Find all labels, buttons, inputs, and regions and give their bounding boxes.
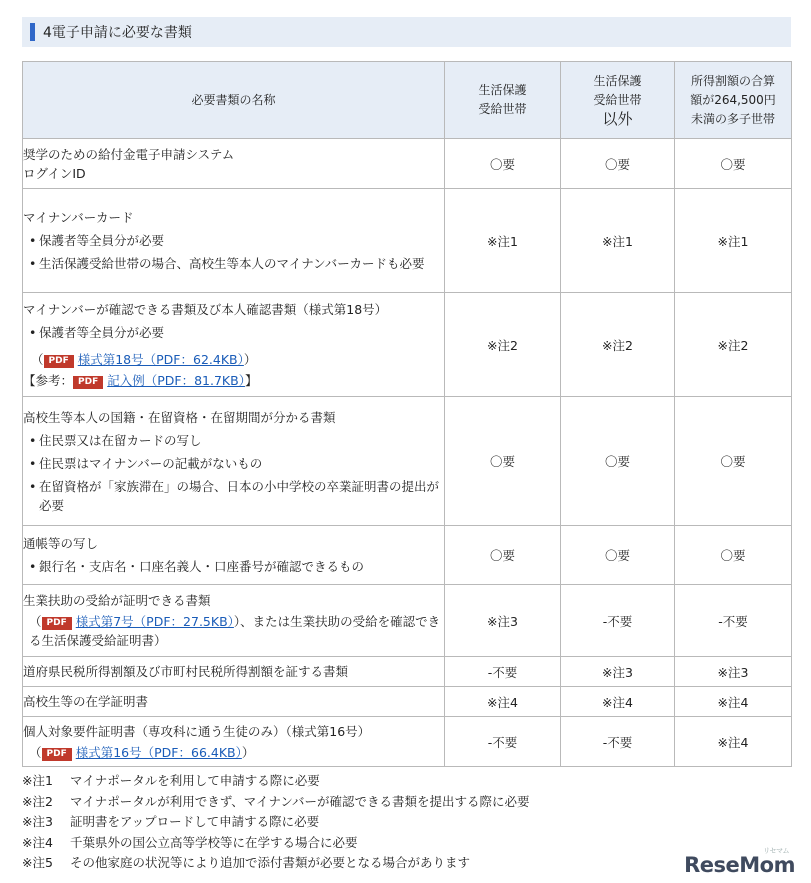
pdf-download-line: （ PDF 様式第16号（PDF：66.4KB）） xyxy=(29,744,255,760)
document-name-cell: 通帳等の写し • 銀行名・支店名・口座名義人・口座番号が確認できるもの xyxy=(23,526,445,585)
pdf-icon: PDF xyxy=(73,376,103,389)
pdf-icon: PDF xyxy=(44,355,74,368)
document-name-cell: 個人対象要件証明書（専攻科に通う生徒のみ）（様式第16号） （ PDF 様式第16号（PDF：66.4KB）） xyxy=(23,717,445,767)
pdf-download-line: （ PDF 様式第7号（PDF：27.5KB））、または生業扶助の受給を確認できる生活保護受給証明書） xyxy=(29,614,441,648)
requirement-cell: 〇要 xyxy=(561,139,675,189)
requirement-cell: ※注2 xyxy=(445,293,561,397)
document-name-cell: 奨学のための給付金電子申請システム ログインID xyxy=(23,139,445,189)
list-item: • 保護者等全員分が必要 xyxy=(23,231,444,250)
header-welfare-households: 生活保護 受給世帯 xyxy=(445,62,561,139)
header-document-name: 必要書類の名称 xyxy=(23,62,445,139)
header-non-welfare-households: 生活保護 受給世帯 以外 xyxy=(561,62,675,139)
requirement-cell: 〇要 xyxy=(675,397,792,526)
footnotes xyxy=(22,771,530,874)
requirement-cell: ※注3 xyxy=(561,657,675,687)
footnote: ※注3 証明書をアップロードして申請する際に必要 xyxy=(22,814,320,829)
list-item: • 銀行名・支店名・口座名義人・口座番号が確認できるもの xyxy=(23,557,444,576)
requirement-cell: ※注1 xyxy=(561,189,675,293)
requirement-cell: 〇要 xyxy=(561,397,675,526)
table-row xyxy=(23,293,792,397)
list-item: • 在留資格が「家族滞在」の場合、日本の小中学校の卒業証明書の提出が必要 xyxy=(23,477,444,515)
requirement-cell: ※注1 xyxy=(445,189,561,293)
form7-pdf-link[interactable]: 様式第7号（PDF：27.5KB） xyxy=(75,614,234,629)
table-row xyxy=(23,717,792,767)
requirement-cell: 〇要 xyxy=(675,526,792,585)
bullet-list xyxy=(23,431,444,515)
requirement-cell: -不要 xyxy=(561,585,675,657)
document-name-cell: マイナンバーカード • 保護者等全員分が必要 • 生活保護受給世帯の場合、高校生等本人のマイナンバーカードも必要 xyxy=(23,189,445,293)
form18-pdf-link[interactable]: 様式第18号（PDF：62.4KB） xyxy=(77,351,244,367)
footnote: ※注1 マイナポータルを利用して申請する際に必要 xyxy=(22,773,320,788)
document-name-cell: 道府県民税所得割額及び市町村民税所得割額を証する書類 xyxy=(23,657,445,687)
table-row xyxy=(23,526,792,585)
list-item: • 住民票はマイナンバーの記載がないもの xyxy=(23,454,444,473)
requirement-cell: -不要 xyxy=(675,585,792,657)
header-multi-child-households: 所得割額の合算 額が264,500円 未満の多子世帯 xyxy=(675,62,792,139)
table-row xyxy=(23,585,792,657)
requirement-cell: ※注4 xyxy=(561,687,675,717)
requirement-cell: ※注3 xyxy=(445,585,561,657)
table-header-row xyxy=(23,62,792,139)
requirement-cell: ※注1 xyxy=(675,189,792,293)
pdf-icon: PDF xyxy=(42,748,72,761)
table-row xyxy=(23,189,792,293)
footnote: ※注5 その他家庭の状況等により追加で添付書類が必要となる場合があります xyxy=(22,855,471,870)
heading-accent-bar xyxy=(30,23,35,41)
requirement-cell: 〇要 xyxy=(561,526,675,585)
requirement-cell: ※注2 xyxy=(675,293,792,397)
requirement-cell: -不要 xyxy=(445,657,561,687)
footnote: ※注2 マイナポータルが利用できず、マイナンバーが確認できる書類を提出する際に必要 xyxy=(22,793,530,809)
section-heading xyxy=(22,17,791,47)
requirement-cell: 〇要 xyxy=(445,526,561,585)
table-row xyxy=(23,139,792,189)
requirement-cell: 〇要 xyxy=(675,139,792,189)
pdf-download-line: （ PDF 様式第18号（PDF：62.4KB）） xyxy=(31,351,257,367)
list-item: • 住民票又は在留カードの写し xyxy=(23,431,444,450)
requirement-cell: 〇要 xyxy=(445,397,561,526)
requirement-cell: ※注4 xyxy=(675,717,792,767)
requirement-cell: -不要 xyxy=(445,717,561,767)
pdf-icon: PDF xyxy=(42,617,72,630)
document-name-cell: 高校生等本人の国籍・在留資格・在留期間が分かる書類 • 住民票又は在留カードの写し • 住民票はマイナンバーの記載がないもの • 在留資格が「家族滞在」の場合、日本の小中学校の卒業証明書の提出が必要 xyxy=(23,397,445,526)
requirement-cell: 〇要 xyxy=(445,139,561,189)
document-name-cell: 生業扶助の受給が証明できる書類 （ PDF 様式第7号（PDF：27.5KB））、または生業扶助の受給を確認できる生活保護受給証明書） xyxy=(23,585,445,657)
example-pdf-link[interactable]: 記入例（PDF：81.7KB） xyxy=(107,372,245,388)
requirement-cell: -不要 xyxy=(561,717,675,767)
bullet-list xyxy=(23,323,444,342)
pdf-download-line: 【参考： PDF 記入例（PDF：81.7KB）】 xyxy=(23,372,258,388)
bullet-list xyxy=(23,557,444,576)
footnote: ※注4 千葉県外の国公立高等学校等に在学する場合に必要 xyxy=(22,834,358,850)
form16-pdf-link[interactable]: 様式第16号（PDF：66.4KB） xyxy=(75,744,242,760)
required-documents-table xyxy=(22,61,792,767)
list-item: • 保護者等全員分が必要 xyxy=(23,323,444,342)
section-title: 4電子申請に必要な書類 xyxy=(43,25,192,41)
requirement-cell: ※注3 xyxy=(675,657,792,687)
table-row xyxy=(23,657,792,687)
list-item: • 生活保護受給世帯の場合、高校生等本人のマイナンバーカードも必要 xyxy=(23,254,444,273)
resemom-watermark: ReseMom リセマム xyxy=(684,847,795,877)
document-name-cell: マイナンバーが確認できる書類及び本人確認書類（様式第18号） • 保護者等全員分が必要 （ PDF 様式第18号（PDF：62.4KB）） 【参考： PDF 記入例（PDF：81.7KB）】 xyxy=(23,293,445,397)
requirement-cell: ※注2 xyxy=(561,293,675,397)
bullet-list xyxy=(23,231,444,273)
document-name-cell: 高校生等の在学証明書 xyxy=(23,687,445,717)
requirement-cell: ※注4 xyxy=(445,687,561,717)
table-row xyxy=(23,397,792,526)
requirement-cell: ※注4 xyxy=(675,687,792,717)
table-row xyxy=(23,687,792,717)
